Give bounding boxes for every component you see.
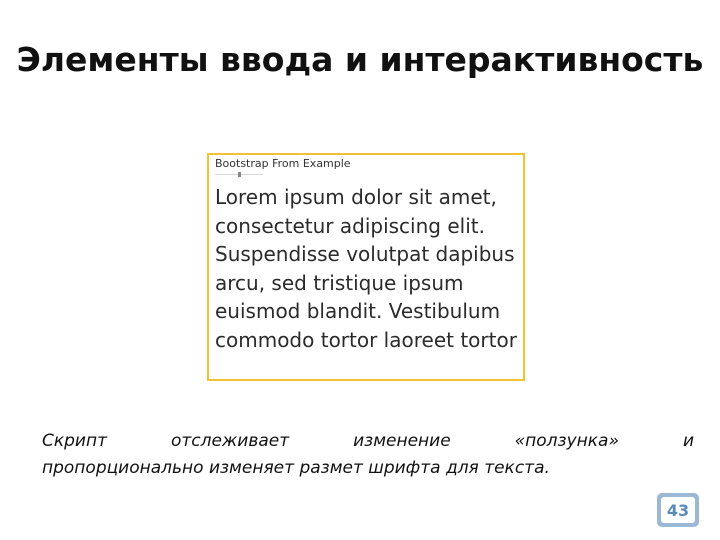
demo-text-line: arcu, sed tristique ipsum bbox=[215, 270, 464, 295]
demo-text-line: consectetur adipiscing elit. bbox=[215, 213, 485, 238]
demo-screenshot-frame bbox=[207, 153, 525, 381]
caption-line-2: пропорционально изменяет размет шрифта для текста. bbox=[42, 458, 550, 478]
caption-word: и bbox=[682, 431, 694, 451]
slide-title: Элементы ввода и интерактивность bbox=[16, 40, 704, 79]
caption-line-1 bbox=[42, 428, 694, 455]
demo-header: Bootstrap From Example bbox=[215, 157, 351, 170]
page-number: 43 bbox=[661, 497, 695, 523]
demo-text-line: euismod blandit. Vestibulum bbox=[215, 299, 501, 323]
demo-text-line: commodo tortor laoreet tortor bbox=[215, 327, 517, 352]
caption-word: отслеживает bbox=[170, 431, 290, 451]
caption-word: «ползунка» bbox=[514, 431, 619, 451]
demo-text bbox=[215, 183, 521, 354]
font-size-slider[interactable] bbox=[215, 172, 263, 178]
caption bbox=[42, 428, 694, 482]
page-number-badge bbox=[657, 493, 699, 527]
caption-word: Скрипт bbox=[42, 431, 107, 451]
slider-thumb[interactable] bbox=[238, 172, 241, 177]
demo-text-line: Suspendisse volutpat dapibus bbox=[215, 242, 515, 266]
caption-word: изменение bbox=[353, 431, 451, 451]
demo-text-line: Lorem ipsum dolor sit amet, bbox=[215, 185, 497, 209]
